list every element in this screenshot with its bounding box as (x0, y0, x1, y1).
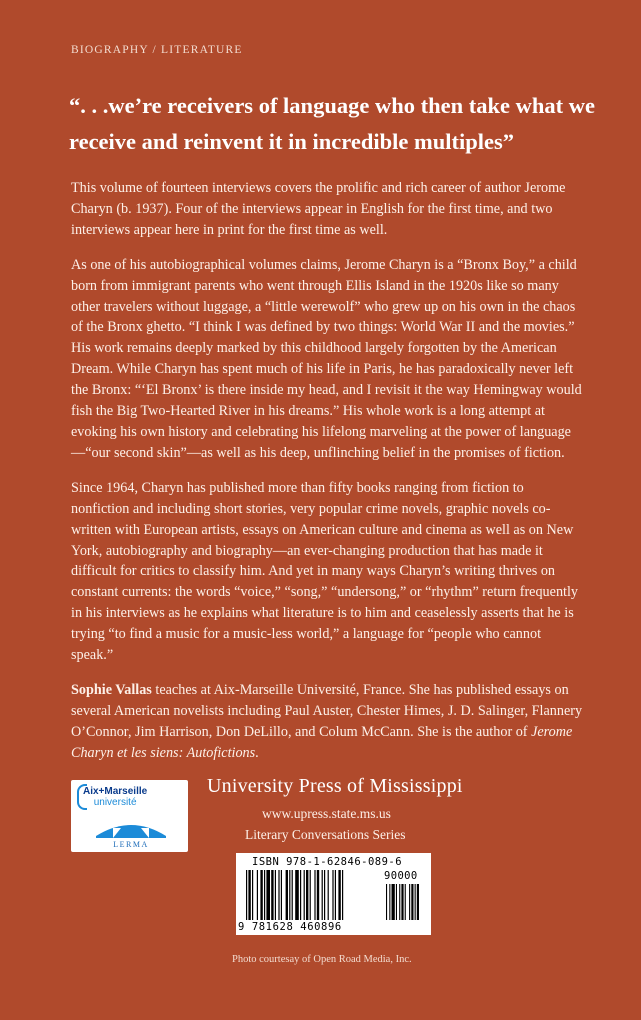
author-bio (71, 680, 583, 764)
price-code: 90000 (384, 870, 418, 882)
paragraph-2: As one of his autobiographical volumes claims, Jerome Charyn is a “Bronx Boy,” a child born from immigrant parents who went through Ellis Island in the 1920s like so many other travelers without luggage, a “little werewolf” who grew up on his own in the chaos of the Bronx ghetto. “I think I was defined by two things: World War II and the movies.” His work remains deeply marked by this childhood largely forgotten by the American Dream. While Charyn has spent much of his life in Paris, he has paradoxically never left the Bronx: “‘El Bronx’ is there inside my head, and I revisit it the way Hemingway would fish the Big Two-Hearted River in his dreams.” His whole work is a long attempt at evoking his own history and celebrating his lifelong marveling at the power of language—“our second skin”—as well as his deep, unflinching belief in the promises of fiction. (71, 256, 582, 461)
isbn-barcode (236, 853, 431, 935)
paragraph-1: This volume of fourteen interviews covers the prolific and rich career of author Jerome Charyn (b. 1937). Four of the interviews appear in English for the first time, and two interviews appear here in print for the first time as well. (71, 180, 566, 238)
pull-quote: “. . .we’re receivers of language who then take what we receive and reinvent it in incredible multiples” (69, 93, 595, 154)
author-bio-end: . (255, 744, 259, 761)
logo-line2: université (93, 797, 137, 808)
ean-digits: 9 781628 460896 (238, 921, 342, 933)
author-bio-text: teaches at Aix-Marseille Université, France. She has published essays on several American novelists including Paul Auster, Chester Himes, J. D. Salinger, Flannery O’Connor, Jim Harrison, Don DeLillo, and Colum McCann. She is the author of (71, 681, 583, 740)
series-name: Literary Conversations Series (245, 827, 406, 842)
category-label: BIOGRAPHY / LITERATURE (71, 44, 243, 56)
author-book-title: Jerome Charyn et les siens: Autofictions (71, 723, 573, 761)
logo-line1: Aix+Marseille (83, 786, 148, 797)
aix-marseille-lerma-logo (71, 780, 188, 852)
lerma-emblem-icon (91, 818, 171, 848)
isbn-text: ISBN 978-1-62846-089-6 (252, 856, 403, 868)
paragraph-3: Since 1964, Charyn has published more than fifty books ranging from fiction to nonfiction and including short stories, very popular crime novels, graphic novels co-written with European artists, essays on American culture and cinema as well as on New York, autobiography and biography—an ever-changing production that has made it difficult for critics to classify him. And yet in many ways Charyn’s writing thrives on constant currents: the words “voice,” “song,” “undersong,” or “rhythm” return frequently in his interviews as he explains what literature is to him and ceaselessly asserts that he is trying “to find a music for a music-less world,” a language for “people who cannot speak.” (71, 479, 579, 664)
publisher-url[interactable]: www.upress.state.ms.us (262, 806, 391, 821)
photo-credit: Photo courtesay of Open Road Media, Inc. (232, 954, 412, 965)
author-name: Sophie Vallas (71, 681, 152, 698)
description (71, 178, 583, 778)
publisher-name: University Press of Mississippi (207, 775, 463, 797)
logo-lerma-text: LERMA (113, 840, 149, 848)
